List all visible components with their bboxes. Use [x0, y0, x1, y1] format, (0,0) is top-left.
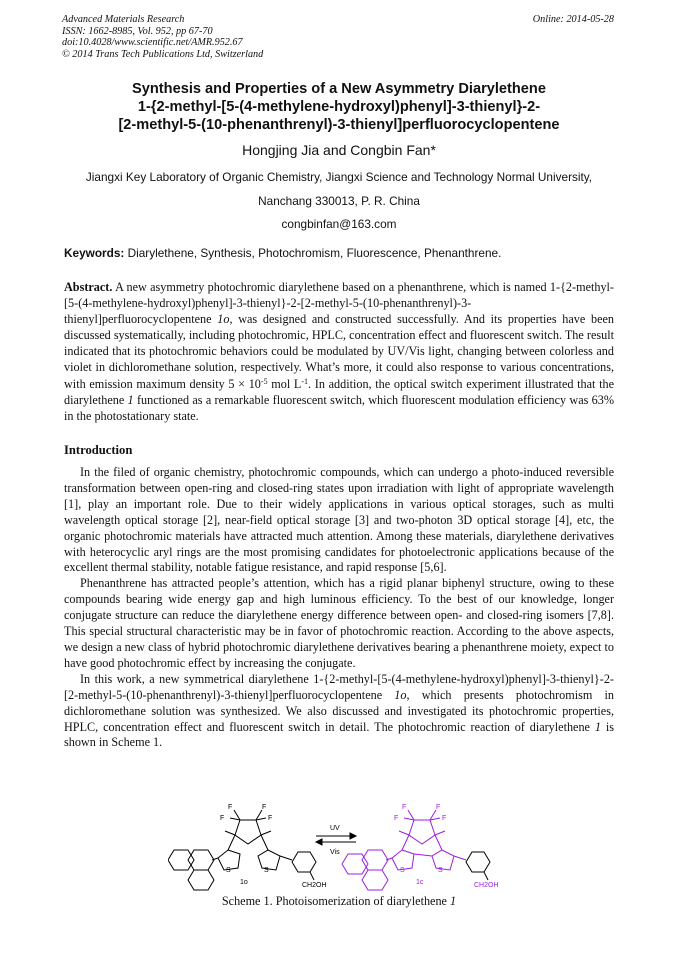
exponent: -5: [260, 376, 268, 386]
abstract-label: Abstract.: [64, 280, 113, 294]
paper-title: [40, 80, 638, 134]
compound-ref: 1o: [394, 687, 407, 702]
abstract-text-4: functioned as a remarkable fluorescent switch, which fluorescent modulation efficiency was 63% in the photostationary state.: [64, 392, 615, 423]
open-isomer-structure: [168, 810, 316, 890]
paragraph: Phenanthrene has attracted people’s attention, which has a rigid planar biphenyl structure, owing to these compounds bearing wide energy gap and high luminous efficiency. To the best of our knowledge, longer conjugate structure can reduce the diarylethene energy difference between open- and closed-ring isomers [7,8]. This special structural characteristic may be in favor of photochromic reaction. According to the above aspects, we design a new class of hybrid photochromic diarylethene derivatives bearing a phenanthrene moiety, expect to have good photochromic effect by increasing the conjugate.: [64, 576, 614, 670]
affiliation-line-2: Nanchang 330013, P. R. China: [258, 193, 420, 208]
paragraph-text: , which presents photochromism in dichloromethane solution was synthesized. We also discussed and investigated its photochromic properties, HPLC, concentration effect and fluorescent switch in detail. The photochromic reaction of diarylethene: [64, 687, 614, 734]
closed-isomer-labels: [394, 804, 499, 889]
fluorine-label: F: [228, 804, 233, 811]
scheme-1-figure: [168, 800, 518, 892]
issn: ISSN: 1662-8985, Vol. 952, pp 67-70: [62, 25, 213, 37]
scheme-caption: [64, 894, 614, 909]
paragraph-text: is shown in Scheme 1.: [64, 719, 614, 750]
doi: doi:10.4028/www.scientific.net/AMR.952.67: [62, 37, 243, 49]
vis-label: Vis: [330, 849, 340, 856]
compound-ref: 1: [127, 392, 134, 407]
sulfur-label: S: [400, 867, 405, 874]
reaction-arrows: [316, 833, 356, 845]
sulfur-label: S: [226, 867, 231, 874]
title-line-3: [2-methyl-5-(10-phenanthrenyl)-3-thienyl]perfluorocyclopentene: [118, 117, 560, 133]
fluorine-label: F: [436, 804, 441, 811]
abstract-text-3: . In addition, the optical switch experiment illustrated that the diarylethene: [64, 376, 614, 407]
abstract-text-1: A new asymmetry photochromic diarylethene based on a phenanthrene, which is named 1-{2-methyl-[5-(4-methylene-hydroxyl)phenyl]-3-thienyl}-2-[2-methyl-5-(10-phenanthrenyl)-3-thienyl]perfluorocyclopentene: [64, 280, 614, 327]
sulfur-label: S: [264, 867, 269, 874]
hydroxymethyl-label: CH2OH: [474, 882, 499, 889]
sulfur-label: S: [438, 867, 443, 874]
hydroxymethyl-label: CH2OH: [302, 882, 327, 889]
author-email[interactable]: congbinfan@163.com: [281, 217, 397, 231]
compound-ref: 1o: [217, 312, 230, 327]
online-date: Online: 2014-05-28: [532, 14, 614, 25]
keywords: [64, 246, 616, 260]
title-line-1: Synthesis and Properties of a New Asymmetry Diarylethene: [132, 81, 546, 97]
copyright: © 2014 Trans Tech Publications Ltd, Switzerland: [62, 48, 264, 60]
fluorine-label: F: [442, 815, 447, 822]
fluorine-label: F: [262, 804, 267, 811]
affiliation-line-1: Jiangxi Key Laboratory of Organic Chemistry, Jiangxi Science and Technology Normal University,: [85, 170, 593, 184]
uv-label: UV: [330, 825, 340, 832]
closed-isomer-structure: [342, 810, 466, 890]
fluorine-label: F: [402, 804, 407, 811]
fluorine-label: F: [220, 815, 225, 822]
open-isomer-labels: [220, 804, 327, 889]
section-heading-introduction: Introduction: [64, 443, 133, 457]
unit: mol L: [267, 376, 302, 391]
compound-ref: 1: [594, 719, 601, 734]
title-line-2: 1-{2-methyl-[5-(4-methylene-hydroxyl)phenyl]-3-thienyl}-2-: [137, 99, 541, 115]
paragraph-text: In this work, a new symmetrical diarylethene 1-{2-methyl-[5-(4-methylene-hydroxyl)phenyl]-3-thienyl}-2-[2-methyl-5-(10-phenanthrenyl)-3-thienyl]perfluorocyclopentene: [64, 671, 614, 702]
compound-ref: 1: [450, 894, 457, 908]
abstract-text-2: , was designed and constructed successfully. And its properties have been discussed systematically, including photochromic, HPLC, concentration effect and fluorescent switch. The result indicated that its photochromic behaviors could be modulated by UV/Vis light, changing between colorless and violet in dichloromethane solution, respectively. What’s more, it could also response to various concentrations, with emission maximum density 5 × 10: [64, 312, 614, 391]
closed-isomer-label: 1c: [416, 879, 424, 886]
affiliation: [40, 166, 638, 237]
paragraph: [64, 672, 614, 752]
keywords-label: Keywords:: [64, 246, 125, 260]
closed-isomer-tail: [466, 852, 490, 880]
paragraph: In the filed of organic chemistry, photochromic compounds, which can undergo a photo-induced reversible transformation between open-ring and closed-ring states upon irradiation with light of appropriate wavelength [1], play an important role. Due to their widely applications in various optical storages, such as multi wavelength optical storage [2], near-field optical storage [3] and two-photon 3D optical storage [4], etc, the organic photochromic materials have attracted much attention. Among these materials, diarylethene derivatives with heterocyclic aryl rings are the most promising candidates for photoelectronic applications because of the excellent thermal stability, notable fatigue resistance, and rapid response [5,6].: [64, 465, 614, 575]
introduction-body: [64, 465, 614, 751]
fluorine-label: F: [268, 815, 273, 822]
fluorine-label: F: [394, 815, 399, 822]
authors: Hongjing Jia and Congbin Fan*: [242, 142, 436, 158]
keywords-text: Diarylethene, Synthesis, Photochromism, Fluorescence, Phenanthrene.: [127, 246, 502, 260]
open-isomer-label: 1o: [240, 879, 248, 886]
caption-text: Scheme 1. Photoisomerization of diarylethene: [221, 894, 451, 908]
abstract: [64, 279, 614, 424]
journal-name: Advanced Materials Research: [62, 14, 185, 25]
exponent: -1: [301, 376, 309, 386]
